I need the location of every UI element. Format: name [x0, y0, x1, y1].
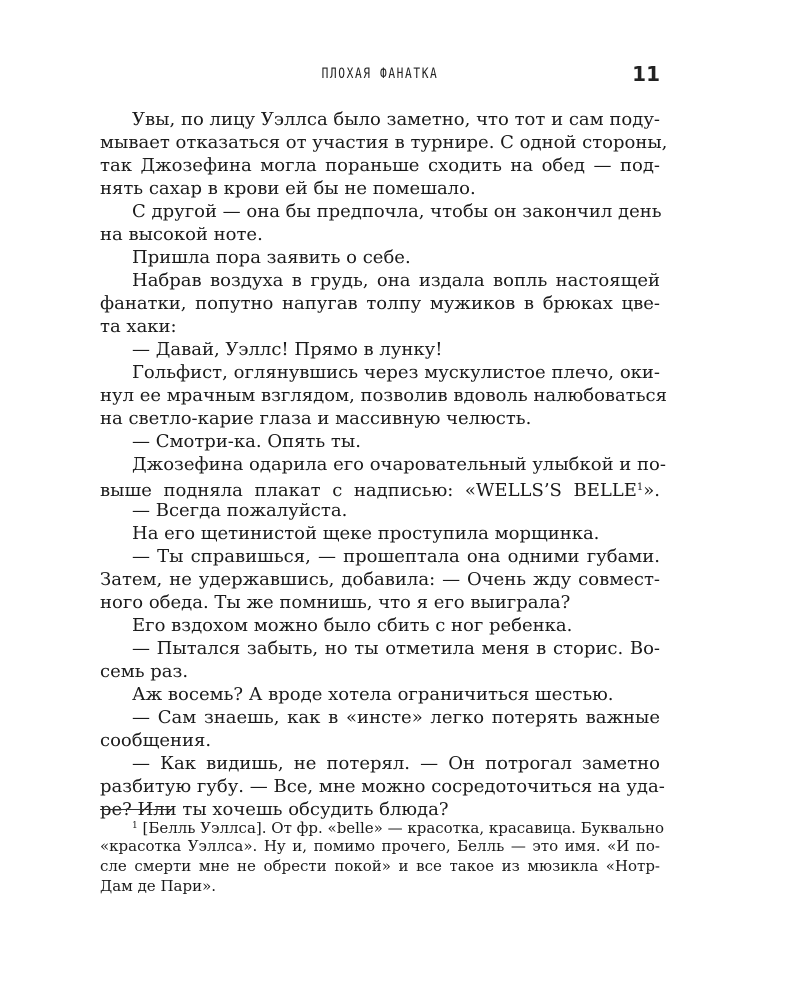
- footnote-line: сле смерти мне не обрести покой» и все такое из мюзикла «Нотр-: [100, 857, 660, 875]
- footnote-line: [100, 816, 665, 837]
- text-line: мывает отказаться от участия в турнире. С одной стороны,: [100, 132, 668, 153]
- footnote-marker: 1: [636, 482, 644, 493]
- text-line: на светло-карие глаза и массивную челюсть.: [100, 408, 532, 429]
- footnote: [100, 816, 665, 896]
- text-line: так Джозефина могла пораньше сходить на обед — под-: [100, 155, 660, 176]
- dialogue-line: — Ты справишься, — прошептала она одними губами.: [132, 546, 660, 567]
- footnote-divider: [100, 809, 172, 810]
- text-line: ре? Или ты хочешь обсудить блюда?: [100, 799, 449, 820]
- footnote-line: «красотка Уэллса». Ну и, помимо прочего, Белль — это имя. «И по-: [100, 837, 660, 855]
- text-line: Его вздохом можно было сбить с ног ребенка.: [132, 615, 573, 636]
- dialogue-line: — Сам знаешь, как в «инсте» легко потерять важные: [132, 707, 660, 728]
- text-line: ного обеда. Ты же помнишь, что я его выиграла?: [100, 592, 571, 613]
- footnote-number: 1: [132, 821, 138, 831]
- dialogue-line: — Давай, Уэллс! Прямо в лунку!: [132, 339, 443, 360]
- text-line: Пришла пора заявить о себе.: [132, 247, 411, 268]
- text-line: На его щетинистой щеке проступила морщинка.: [132, 523, 600, 544]
- text-segment: ».: [643, 480, 660, 501]
- footnote-text: [Белль Уэллса]. От фр. «belle» — красотка, красавица. Буквально: [137, 819, 665, 837]
- page-number: 11: [632, 62, 660, 86]
- text-line: Набрав воздуха в грудь, она издала вопль настоящей: [132, 270, 660, 291]
- text-line: Аж восемь? А вроде хотела ограничиться шестью.: [132, 684, 614, 705]
- text-line: на высокой ноте.: [100, 224, 263, 245]
- text-line: С другой — она бы предпочла, чтобы он закончил день: [132, 201, 662, 222]
- text-line: фанатки, попутно напугав толпу мужиков в брюках цве-: [100, 293, 660, 314]
- text-line: та хаки:: [100, 316, 177, 337]
- text-line-with-footnote: [100, 476, 660, 499]
- main-text: [100, 108, 668, 821]
- dialogue-line: — Пытался забыть, но ты отметила меня в сторис. Во-: [132, 638, 660, 659]
- page-header: [100, 62, 660, 88]
- text-line: разбитую губу. — Все, мне можно сосредоточиться на уда-: [100, 776, 665, 797]
- dialogue-line: — Смотри-ка. Опять ты.: [132, 431, 361, 452]
- running-title: ПЛОХАЯ ФАНАТКА: [321, 66, 439, 82]
- dialogue-line: — Как видишь, не потерял. — Он потрогал заметно: [132, 753, 660, 774]
- text-line: Гольфист, оглянувшись через мускулистое плечо, оки-: [132, 362, 660, 383]
- footnote-line: Дам де Пари».: [100, 877, 217, 895]
- text-line: нул ее мрачным взглядом, позволив вдоволь налюбоваться: [100, 385, 667, 406]
- text-line: Затем, не удержавшись, добавила: — Очень жду совмест-: [100, 569, 660, 590]
- dialogue-line: — Всегда пожалуйста.: [132, 500, 348, 521]
- text-segment: выше подняла плакат с надписью: «WELLS’S BELLE: [100, 480, 637, 501]
- text-line: Увы, по лицу Уэллса было заметно, что тот и сам поду-: [132, 109, 660, 130]
- text-line: Джозефина одарила его очаровательный улыбкой и по-: [132, 454, 666, 475]
- text-line: нять сахар в крови ей бы не помешало.: [100, 178, 476, 199]
- text-line: семь раз.: [100, 661, 189, 682]
- text-line: сообщения.: [100, 730, 212, 751]
